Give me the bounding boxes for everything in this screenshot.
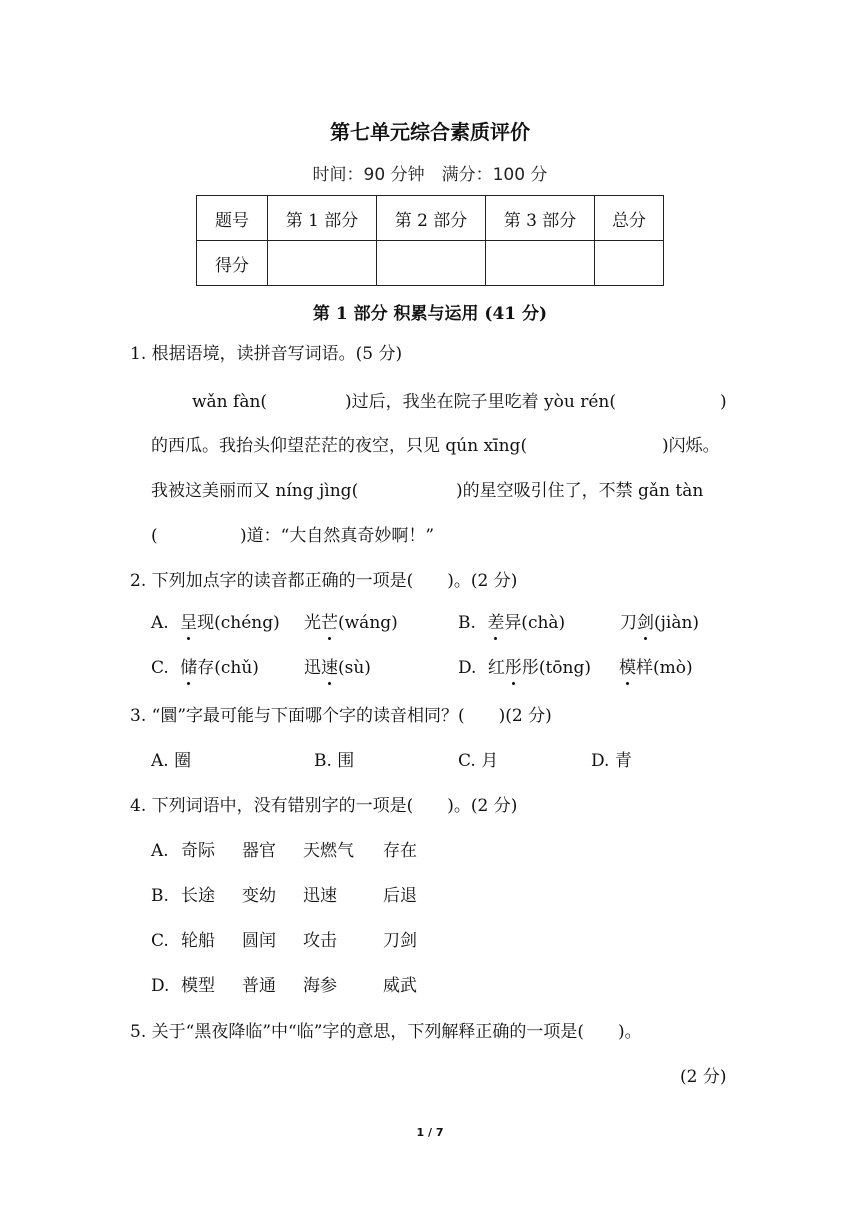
- q1-line1a: wǎn fàn(: [192, 392, 268, 412]
- q3-option-d[interactable]: D. 青: [591, 751, 632, 771]
- option-word: 天燃气: [303, 841, 354, 861]
- option-label: A.: [151, 613, 169, 633]
- score-table-score-row: [197, 241, 664, 286]
- option-word: 后退: [383, 886, 417, 906]
- option-word: 器官: [242, 841, 276, 861]
- q3-option-a[interactable]: A. 圈: [151, 751, 192, 771]
- question-5-stem: 5. 关于“黑夜降临”中“临”字的意思，下列解释正确的一项是( )。: [130, 1022, 642, 1042]
- option-word: 海参: [303, 976, 337, 996]
- q3-option-c[interactable]: C. 月: [458, 751, 499, 771]
- question-4-stem: 4. 下列词语中，没有错别字的一项是( )。(2 分): [130, 796, 518, 816]
- q3-option-b[interactable]: B. 围: [314, 751, 355, 771]
- dotted-char: 差: [487, 613, 505, 633]
- option-text: 差异(chà): [487, 613, 566, 633]
- option-label: D.: [458, 658, 477, 678]
- score-input-cell[interactable]: [595, 241, 664, 286]
- dotted-char: 储: [180, 658, 198, 678]
- dotted-char: 彤: [504, 658, 522, 678]
- q2-option-d-item2: 模样(mò): [619, 658, 693, 678]
- option-text: 呈现(chéng): [180, 613, 280, 633]
- table-cell: 得分: [197, 241, 268, 286]
- q2-option-c[interactable]: [151, 657, 259, 679]
- option-text: 红彤彤(tōng): [487, 658, 592, 678]
- dotted-char: 模: [619, 658, 636, 678]
- option-label: C.: [151, 658, 169, 678]
- q2-option-c-item2: 迅速(sù): [304, 658, 371, 678]
- option-text: 储存(chǔ): [180, 658, 259, 678]
- q1-line1b: )过后，我坐在院子里吃着 yòu rén(: [345, 392, 616, 412]
- q1-line3a: 我被这美丽而又 níng jìng(: [151, 481, 359, 501]
- option-label: B.: [151, 886, 169, 906]
- option-word: 长途: [181, 886, 215, 906]
- q2-option-a-item2: 光芒(wáng): [304, 613, 398, 633]
- dotted-char: 芒: [321, 613, 338, 633]
- option-word: 攻击: [303, 931, 337, 951]
- dotted-char: 速: [321, 658, 338, 678]
- page-title: 第七单元综合素质评价: [330, 120, 530, 144]
- option-word: 威武: [383, 976, 417, 996]
- q1-line2b: )闪烁。: [662, 436, 720, 456]
- option-word: 变幼: [242, 886, 276, 906]
- question-3-stem: 3. “圜”字最可能与下面哪个字的读音相同？( )(2 分): [130, 706, 552, 726]
- q2-option-a[interactable]: [151, 612, 280, 634]
- table-cell: 第 2 部分: [377, 196, 486, 241]
- option-word: 模型: [181, 976, 215, 996]
- score-table: [196, 195, 664, 286]
- score-table-header-row: [197, 196, 664, 241]
- q1-line2a: 的西瓜。我抬头仰望茫茫的夜空，只见 qún xīng(: [151, 436, 528, 456]
- option-word: 轮船: [181, 931, 215, 951]
- q2-option-b-item2: 刀剑(jiàn): [620, 613, 700, 633]
- option-label: B.: [458, 613, 476, 633]
- question-5-score: (2 分): [680, 1067, 727, 1087]
- page-number: 1 / 7: [416, 1126, 444, 1139]
- option-label: A.: [151, 841, 169, 861]
- table-cell: 总分: [595, 196, 664, 241]
- score-input-cell[interactable]: [377, 241, 486, 286]
- q1-line4a: (: [151, 526, 158, 546]
- option-word: 刀剑: [383, 931, 417, 951]
- q1-line3b: )的星空吸引住了，不禁 gǎn tàn: [456, 481, 704, 501]
- score-input-cell[interactable]: [268, 241, 377, 286]
- q1-line4b: )道：“大自然真奇妙啊！”: [240, 526, 435, 546]
- q2-option-d[interactable]: [458, 657, 591, 679]
- option-word: 存在: [383, 841, 417, 861]
- dotted-char: 剑: [637, 613, 654, 633]
- table-cell: 第 3 部分: [486, 196, 595, 241]
- score-input-cell[interactable]: [486, 241, 595, 286]
- section-heading: 第 1 部分 积累与运用 (41 分): [312, 304, 548, 324]
- table-cell: 第 1 部分: [268, 196, 377, 241]
- dotted-char: 呈: [180, 613, 198, 633]
- question-2-stem: 2. 下列加点字的读音都正确的一项是( )。(2 分): [130, 571, 518, 591]
- option-label: C.: [151, 931, 169, 951]
- option-word: 奇际: [181, 841, 215, 861]
- table-cell: 题号: [197, 196, 268, 241]
- option-label: D.: [151, 976, 170, 996]
- q2-option-b[interactable]: [458, 612, 565, 634]
- question-1-stem: 1. 根据语境，读拼音写词语。(5 分): [130, 344, 403, 364]
- option-word: 迅速: [303, 886, 337, 906]
- option-word: 圆闰: [242, 931, 276, 951]
- option-word: 普通: [242, 976, 276, 996]
- q1-line1c: ): [720, 392, 727, 412]
- exam-meta: 时间：90 分钟 满分：100 分: [312, 165, 548, 185]
